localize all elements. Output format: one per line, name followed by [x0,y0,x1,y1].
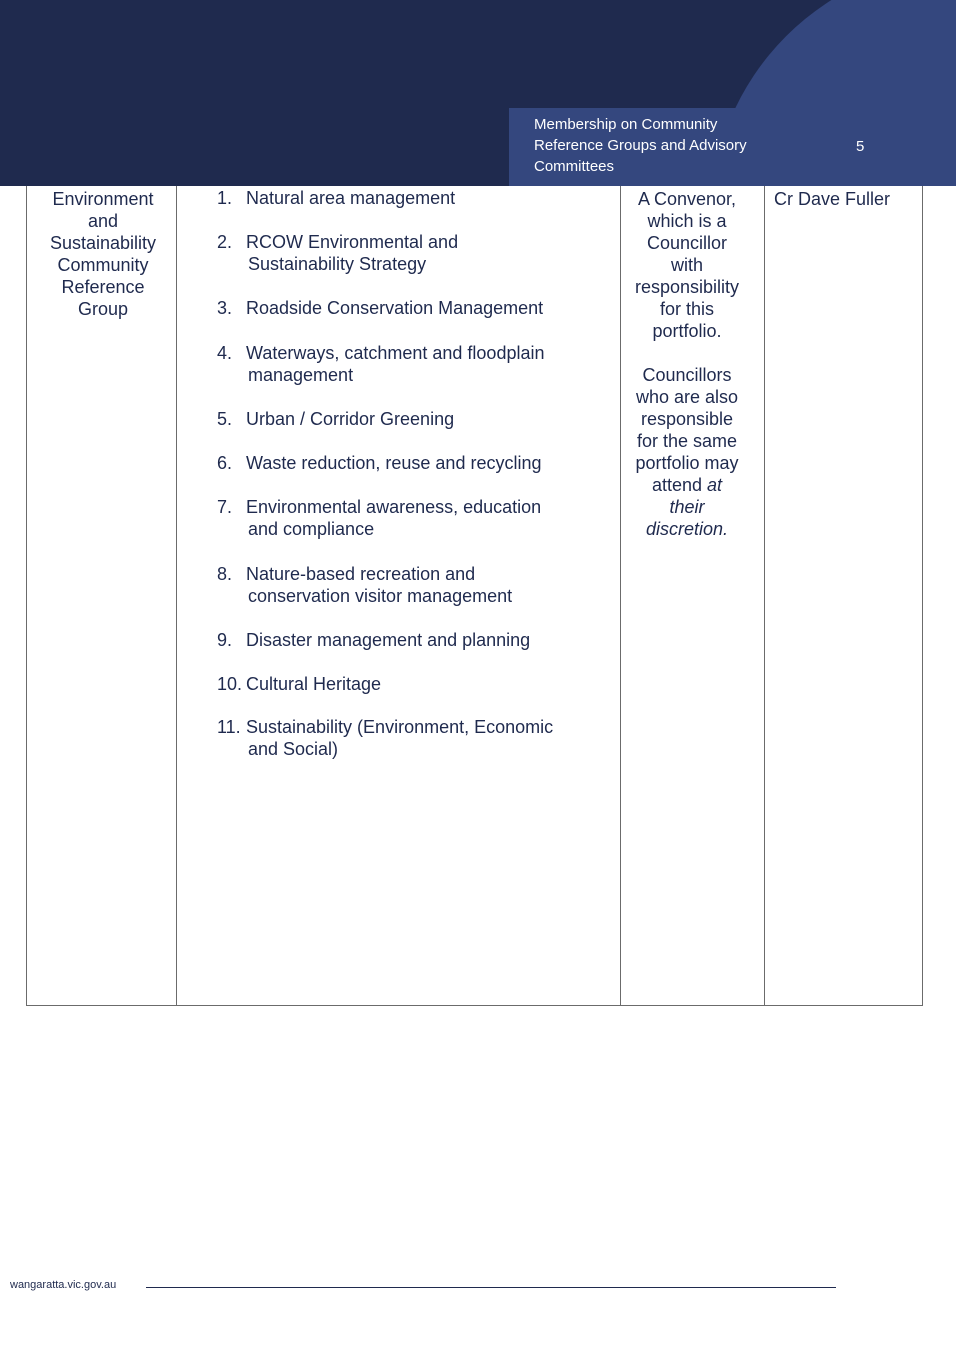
membership-line: responsible [640,409,734,429]
focus-area-item [217,452,617,474]
focus-area-text: Nature-based recreation and [246,564,476,584]
membership-line: portfolio. [652,321,722,341]
membership-text: attend [651,475,708,495]
focus-area-number: 11. [217,717,241,737]
focus-area-text: Waste reduction, reuse and recycling [246,453,542,473]
page-header [0,0,956,186]
focus-area-number: 8. [217,564,233,584]
councillor-name: Cr Dave Fuller [774,189,891,209]
focus-area-number: 4. [217,343,233,363]
column-divider [764,186,765,1005]
membership-cell [623,188,751,540]
focus-area-item [217,716,617,760]
group-name-line: Reference [61,277,145,297]
focus-area-text: Disaster management and planning [246,630,531,650]
focus-area-number: 2. [217,232,233,252]
focus-area-number: 3. [217,298,233,318]
focus-area-number: 6. [217,453,233,473]
membership-line: portfolio may [635,453,739,473]
membership-line: responsibility [634,277,740,297]
focus-area-item [217,563,617,607]
membership-line [623,474,751,496]
focus-area-item [217,408,617,430]
focus-area-number: 5. [217,409,233,429]
focus-area-text: conservation visitor management [248,586,513,606]
membership-table [26,186,923,1006]
header-title [534,114,784,177]
focus-area-item [217,297,617,319]
focus-area-item [217,342,617,386]
group-name-cell [35,188,171,320]
membership-line: A Convenor, [637,189,737,209]
column-divider [620,186,621,1005]
focus-area-item [217,629,617,651]
group-name-line: Group [77,299,129,319]
group-name-line: Sustainability [49,233,157,253]
focus-area-item [217,496,617,540]
page-number: 5 [856,138,865,155]
focus-area-number: 1. [217,188,233,208]
membership-line-italic: their [669,497,705,517]
focus-area-text: Roadside Conservation Management [246,298,544,318]
group-name-line: Environment [52,189,154,209]
header-title-line: Membership on Community [534,116,718,133]
focus-area-item [217,231,617,275]
focus-area-number: 7. [217,497,233,517]
focus-area-text: Waterways, catchment and floodplain [246,343,545,363]
focus-area-text: Urban / Corridor Greening [246,409,455,429]
focus-area-text: RCOW Environmental and [246,232,459,252]
focus-area-item [217,673,617,695]
focus-area-text: and Social) [248,739,339,759]
footer-divider [146,1287,836,1288]
membership-line: which is a [647,211,727,231]
footer-url: wangaratta.vic.gov.au [10,1279,117,1291]
membership-line: Councillors [642,365,732,385]
membership-line: Councillor [646,233,728,253]
focus-area-item [217,187,617,209]
focus-area-number: 9. [217,630,233,650]
focus-area-text: Environmental awareness, education [246,497,542,517]
header-title-line: Reference Groups and Advisory [534,137,747,154]
group-name-line: and [87,211,119,231]
membership-text-italic: at [707,475,723,495]
focus-area-text: Sustainability Strategy [248,254,427,274]
focus-area-text: management [248,365,354,385]
membership-line: with [670,255,703,275]
group-name-line: Community [57,255,149,275]
column-divider [176,186,177,1005]
membership-line-italic: discretion. [645,519,729,539]
membership-line: for this [659,299,715,319]
membership-line: who are also [635,387,739,407]
focus-area-text: Natural area management [246,188,456,208]
membership-line: for the same [636,431,738,451]
focus-area-text: Cultural Heritage [246,674,382,694]
header-title-line: Committees [534,158,615,175]
focus-area-number: 10. [217,674,243,694]
focus-area-text: and compliance [248,519,375,539]
focus-area-text: Sustainability (Environment, Economic [246,717,554,737]
